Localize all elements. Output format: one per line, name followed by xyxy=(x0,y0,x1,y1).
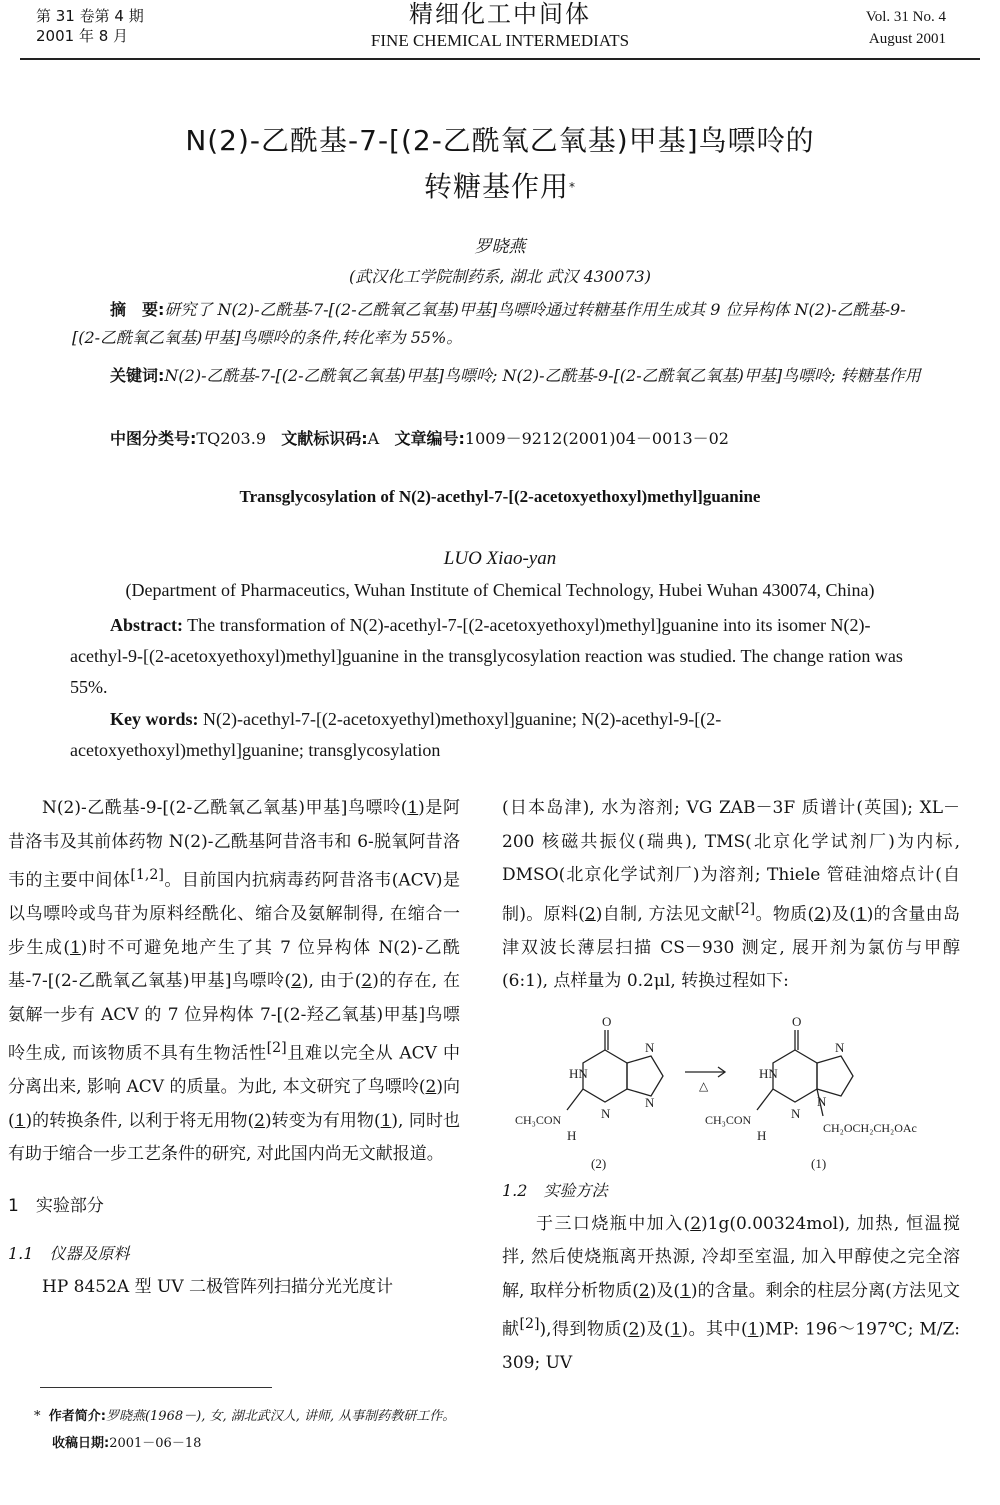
header-center xyxy=(0,0,1000,52)
bio-label: 作者简介: xyxy=(48,1409,106,1424)
keywords-cn-label: 关键词: xyxy=(110,366,165,385)
issue-date: 2001 年 8 月 xyxy=(36,27,129,45)
left-n-right: N xyxy=(645,1095,655,1110)
article-number-label: 文章编号: xyxy=(394,429,465,448)
right-pyrimidine-ring xyxy=(773,1050,817,1102)
compound-ref: 2 xyxy=(690,1213,702,1234)
section-heading-1-2: 1.2 实验方法 xyxy=(502,1181,608,1200)
method-section xyxy=(502,1174,960,1381)
right-n-top: N xyxy=(835,1040,845,1055)
right-hn: HN xyxy=(759,1066,778,1081)
footnote-mark: * xyxy=(34,1409,41,1424)
compound-ref: 1 xyxy=(14,1110,26,1131)
section-heading-1-1: 1.1 仪器及原料 xyxy=(8,1244,130,1264)
title-line-1: N(2)-乙酰基-7-[(2-乙酰氧乙氧基)甲基]鸟嘌呤的 xyxy=(185,124,815,157)
compound-ref: 2 xyxy=(638,1280,650,1301)
compound-ref: 1 xyxy=(380,1110,392,1131)
volume-info: Vol. 31 No. 4 xyxy=(865,9,946,25)
received-date-value: 2001－06－18 xyxy=(109,1436,202,1451)
instruments-paragraph-start xyxy=(8,1271,460,1305)
footnote-rule xyxy=(40,1387,272,1388)
right-carbonyl-o: O xyxy=(792,1014,802,1029)
abstract-cn-label: 摘 要: xyxy=(110,300,165,319)
header-rule xyxy=(20,58,980,60)
title-en: Transglycosylation of N(2)-acethyl-7-[(2-acetoxyethoxyl)methyl]guanine xyxy=(239,487,761,506)
compound-ref: 1 xyxy=(670,1319,682,1340)
bio-text: 罗晓燕(1968－), 女, 湖北武汉人, 讲师, 从事制药教研工作。 xyxy=(105,1409,456,1424)
title-footnote-mark: * xyxy=(569,180,576,194)
right-substituent: CH₂OCH₂CH₂OAc xyxy=(823,1121,917,1135)
keywords-en xyxy=(70,704,920,766)
doc-code-value: A xyxy=(367,429,380,448)
classification-line xyxy=(72,425,922,453)
right-h: H xyxy=(757,1128,767,1143)
citation: [1,2] xyxy=(130,867,164,883)
compound-ref: 2 xyxy=(425,1077,437,1098)
received-date-label: 收稿日期: xyxy=(52,1436,110,1451)
compound-ref: 1 xyxy=(69,937,81,958)
compound-label-1: (1) xyxy=(811,1156,827,1171)
citation: [2] xyxy=(519,1316,540,1332)
affiliation-cn: (武汉化工学院制药系, 湖北 武汉 430073) xyxy=(349,267,651,286)
left-carbonyl-o: O xyxy=(602,1014,612,1029)
paper-title xyxy=(0,118,1000,210)
compound-ref: 2 xyxy=(254,1110,265,1131)
compound-ref: 1 xyxy=(855,904,867,925)
footnote-bio xyxy=(34,1403,734,1431)
keywords-cn-text: N(2)-乙酰基-7-[(2-乙酰氧乙氧基)甲基]鸟嘌呤; N(2)-乙酰基-9-[(2-乙酰氧乙氧基)甲基]鸟嘌呤; 转糖基作用 xyxy=(164,366,921,385)
section-heading-1: 1 实验部分 xyxy=(8,1195,104,1216)
compound-ref: 2 xyxy=(291,971,302,992)
left-pyrimidine-ring xyxy=(583,1050,627,1102)
left-n-bottom: N xyxy=(601,1106,611,1121)
header-right xyxy=(866,6,946,50)
affiliation-en: (Department of Pharmaceutics, Wuhan Institute of Chemical Technology, Hubei Wuhan 430074, China) xyxy=(125,580,875,600)
title-line-2: 转糖基作用* xyxy=(423,170,576,203)
abstract-en-text: The transformation of N(2)-acethyl-7-[(2-acetoxyethoxyl)methyl]guanine into its isomer N(2)-acethyl-9-[(2-acetoxyethoxyl)methyl]guanine in the transglycosylation reaction was studied. The change ration was 55%. xyxy=(70,615,903,697)
author-en: LUO Xiao-yan xyxy=(443,548,557,569)
instruments-paragraph-continued: (日本岛津), 水为溶剂; VG ZAB－3F 质谱计(英国); XL－200 核磁共振仪(瑞典), TMS(北京化学试剂厂)为内标, DMSO(北京化学试剂厂)为溶剂; Thiele 管硅油熔点计(自制)。原料(2)自制, 方法见文献[2]。物质(2)及(1)的含量由岛津双波长薄层扫描 CS－930 测定, 展开剂为氯仿与甲醇(6:1), 点样量为 0.2μl, 转换过程如下: xyxy=(502,798,960,992)
abstract-cn xyxy=(72,296,922,352)
intro-paragraph: N(2)-乙酰基-9-[(2-乙酰氧乙氧基)甲基]鸟嘌呤(1)是阿昔洛韦及其前体药物 N(2)-乙酰基阿昔洛韦和 6-脱氧阿昔洛韦的主要中间体[1,2]。目前国内抗病毒药阿昔洛韦(ACV)是以鸟嘌呤或鸟苷为原料经酰化、缩合及氨解制得, 在缩合一步生成(1)时不可避免地产生了其 7 位异构体 N(2)-乙酰基-7-[(2-乙酰氧乙氧基)甲基]鸟嘌呤(2), 由于(2)的存在, 在氨解一步有 ACV 的 7 位异构体 7-[(2-羟乙氧基)甲基]鸟嘌呤生成, 而该物质不具有生物活性[2]且难以完全从 ACV 中分离出来, 影响 ACV 的质量。为此, 本文研究了鸟嘌呤(2)向(1)的转换条件, 以利于将无用物(2)转变为有用物(1), 同时也有助于缩合一步工艺条件的研究, 对此国内尚无文献报道。 xyxy=(8,798,461,1165)
doc-code-label: 文献标识码: xyxy=(281,429,368,448)
keywords-en-text: N(2)-acethyl-7-[(2-acetoxyethyl)methoxyl]guanine; N(2)-acethyl-9-[(2-acetoxyethoxyl)methyl]guanine; transglycosylation xyxy=(70,709,722,760)
right-imidazole-ring xyxy=(817,1056,853,1096)
right-n-bottom: N xyxy=(791,1106,801,1121)
journal-name-cn: 精细化工中间体 xyxy=(409,0,591,28)
compound-ref: 1 xyxy=(680,1280,691,1301)
author-cn: 罗晓燕 xyxy=(474,237,526,257)
left-imidazole-ring xyxy=(627,1056,663,1096)
body-right-column xyxy=(502,792,960,999)
compound-ref: 1 xyxy=(747,1319,759,1340)
citation: [2] xyxy=(735,900,756,917)
left-h: H xyxy=(567,1128,577,1143)
abstract-cn-text: 研究了 N(2)-乙酰基-7-[(2-乙酰氧乙氧基)甲基]鸟嘌呤通过转糖基作用生成其 9 位异构体 N(2)-乙酰基-9-[(2-乙酰氧乙氧基)甲基]鸟嘌呤的条件,转化率为 55%。 xyxy=(72,300,906,347)
instruments-continued-text: (日本岛津), 水为溶剂; VG ZAB－3F 质谱计(英国); XL－200 核磁共振仪(瑞典), TMS(北京化学试剂厂)为内标, DMSO(北京化学试剂厂)为溶剂; Thiele 管硅油熔点计(自制)。原料( xyxy=(502,798,960,925)
compound-ref: 2 xyxy=(628,1319,640,1340)
clc-value: TQ203.9 xyxy=(196,429,266,448)
left-ch3con: CH₃CON xyxy=(515,1113,562,1127)
clc-label: 中图分类号: xyxy=(110,429,197,448)
abstract-en xyxy=(70,610,920,703)
abstract-en-label: Abstract: xyxy=(110,615,183,635)
method-paragraph: 于三口烧瓶中加入(2)1g(0.00324mol), 加热, 恒温搅拌, 然后使烧瓶离开热源, 冷却至室温, 加入甲醇使之完全溶解, 取样分析物质(2)及(1)的含量。剩余的柱层分离(方法见文献[2]),得到物质(2)及(1)。其中(1)MP: 196～197℃; M/Z: 309; UV xyxy=(502,1213,961,1374)
left-n-top: N xyxy=(645,1040,655,1055)
issue-info: 第 31 卷第 4 期 xyxy=(36,7,144,25)
keywords-cn xyxy=(72,362,922,390)
compound-ref: 2 xyxy=(584,904,596,925)
article-number-value: 1009－9212(2001)04－0013－02 xyxy=(464,429,729,448)
compound-ref: 2 xyxy=(814,904,825,925)
instruments-first-line: HP 8452A 型 UV 二极管阵列扫描分光光度计 xyxy=(42,1276,394,1297)
footnote-date xyxy=(52,1430,752,1458)
volume-date: August 2001 xyxy=(868,31,946,47)
keywords-en-label: Key words: xyxy=(110,709,199,729)
right-n-right: N xyxy=(817,1094,827,1109)
compound-label-2: (2) xyxy=(591,1156,607,1171)
compound-ref: 1 xyxy=(407,798,419,818)
body-left-column xyxy=(8,792,460,1304)
right-ch3con: CH₃CON xyxy=(705,1113,752,1127)
arrow-condition: △ xyxy=(699,1079,709,1093)
journal-name-en: FINE CHEMICAL INTERMEDIATS xyxy=(370,31,630,50)
citation: [2] xyxy=(266,1040,287,1057)
reaction-scheme xyxy=(505,1012,960,1182)
compound-ref: 2 xyxy=(361,971,373,992)
left-hn: HN xyxy=(569,1066,588,1081)
